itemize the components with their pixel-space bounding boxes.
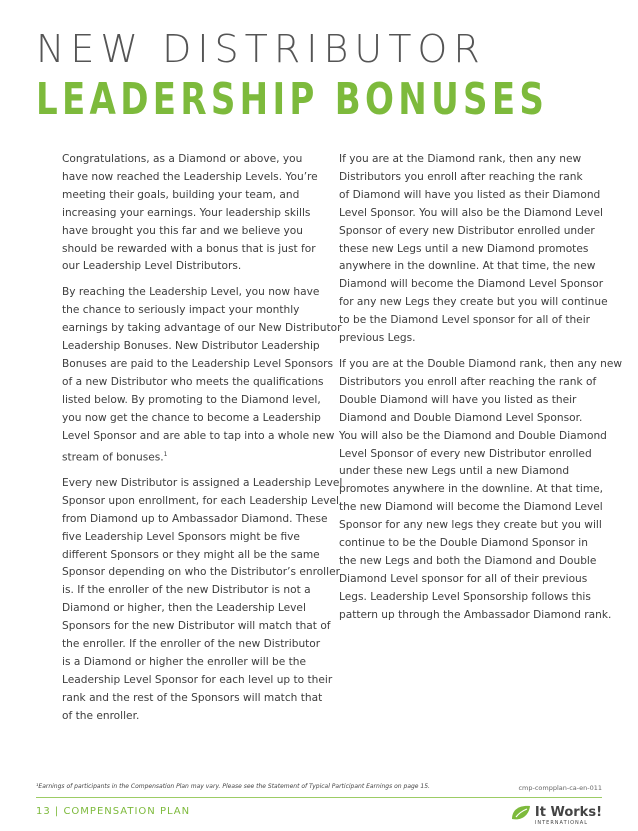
text-line: Double Diamond will have you listed as their [339,393,577,406]
text-line: of the enroller. [62,709,140,722]
text-line: to be the Diamond Level sponsor for all of their [339,314,591,327]
logo-subtitle: INTERNATIONAL [534,819,588,826]
page-label: 13 | COMPENSATION PLAN [36,806,191,817]
text-line: Level Sponsor of every new Distributor enrolled [339,447,592,460]
text-line: Diamond or higher, then the Leadership Level [62,602,306,615]
text-line: listed below. By promoting to the Diamond level, [62,393,321,406]
text-line: rank and the rest of the Sponsors will match that [62,691,323,704]
text-line: increasing your earnings. Your leadership skills [62,206,311,219]
text-line: Diamond will become the Diamond Level Sponsor [339,278,604,291]
text-line: By reaching the Leadership Level, you now have [62,286,320,299]
text-line: is. If the enroller of the new Distributor is not a [62,584,311,597]
text-line: have now reached the Leadership Levels. You’re [62,170,318,183]
right-column [339,151,623,633]
document-id: cmp-compplan-ca-en-011 [518,784,602,792]
text-line: If you are at the Double Diamond rank, then any new [339,357,623,370]
paragraph [62,284,342,467]
text-line: for any new Legs they create but you will continue [339,296,608,309]
text-line: anywhere in the downline. At that time, the new [339,260,596,273]
text-line: Every new Distributor is assigned a Leadership Level [62,476,343,489]
footnote-marker: 1 [163,450,168,458]
text-line: under these new Legs until a new Diamond [339,465,570,478]
text-line: You will also be the Diamond and Double Diamond [339,429,607,442]
text-line: continue to be the Double Diamond Sponsor in [339,537,588,550]
text-line: Sponsor upon enrollment, for each Leadership Level, [62,494,343,507]
text-line: is a Diamond or higher the enroller will be the [62,656,307,668]
text-line: Sponsor of every new Distributor enrolled under [339,224,595,237]
brand-logo [510,800,602,826]
footnote: ¹Earnings of participants in the Compensation Plan may vary. Please see the Statement of Typical Participant Earnings on page 15. [36,783,430,790]
text-line: our Leadership Level Distributors. [62,260,242,273]
text-line: pattern up through the Ambassador Diamond rank. [339,608,612,621]
left-column [62,151,343,734]
text-line: the enroller. If the enroller of the new Distributor [62,638,321,651]
text-line: you now get the chance to become a Leadership [62,411,321,424]
text-line: Sponsor depending on who the Distributor’s enroller [62,566,340,579]
footer-divider [36,797,602,798]
text-line: the new Diamond will become the Diamond Level [339,501,603,514]
paragraph [339,356,623,625]
text-line: Diamond and Double Diamond Level Sponsor. [339,411,583,424]
text-line: from Diamond up to Ambassador Diamond. These [62,512,328,525]
text-line: Legs. Leadership Level Sponsorship follows this [339,590,591,603]
leaf-icon [510,803,532,823]
text-line: Sponsors for the new Distributor will match that of [62,620,331,633]
text-line: Distributors you enroll after reaching the rank [339,170,583,183]
text-line: stream of bonuses.$^1$ [62,450,168,464]
text-line: Level Sponsor and are able to tap into a whole new [62,429,335,442]
text-line: Leadership Bonuses. New Distributor Leadership [62,340,320,353]
text-line: If you are at the Diamond rank, then any new [339,153,582,165]
text-line: of Diamond will have you listed as their Diamond [339,188,601,201]
text-line: these new Legs until a new Diamond promotes [339,242,589,255]
text-line: Diamond Level sponsor for all of their previous [339,572,588,585]
text-line: five Leadership Level Sponsors might be five [62,530,300,543]
text-line: Sponsor for any new legs they create but you will [339,519,602,532]
text-line: of a new Distributor who meets the qualifications [62,375,324,388]
text-line: promotes anywhere in the downline. At that time, [339,483,604,496]
text-line: Bonuses are paid to the Leadership Level Sponsors [62,357,334,370]
text-line: earnings by taking advantage of our New Distributor [62,322,342,335]
logo-wordmark: It Works! [534,804,602,820]
page-title-line2: LEADERSHIP BONUSES [36,74,549,125]
text-line: have brought you this far and we believe you [62,224,303,237]
text-line: Level Sponsor. You will also be the Diamond Level [339,206,603,219]
page-title-line1: NEW DISTRIBUTOR [36,27,486,71]
text-line: should be rewarded with a bonus that is just for [62,242,316,255]
text-line: the new Legs and both the Diamond and Double [339,554,597,567]
text-line: previous Legs. [339,332,416,345]
text-line: Leadership Level Sponsor for each level up to their [62,673,333,686]
paragraph [62,151,318,276]
text-line: the chance to seriously impact your monthly [62,304,300,317]
text-line: Distributors you enroll after reaching the rank of [339,375,597,388]
paragraph [339,151,608,348]
text-line: different Sponsors or they might all be the same [62,548,320,561]
text-line: Congratulations, as a Diamond or above, you [62,153,303,165]
paragraph [62,475,343,726]
text-line: meeting their goals, building your team, and [62,188,300,201]
